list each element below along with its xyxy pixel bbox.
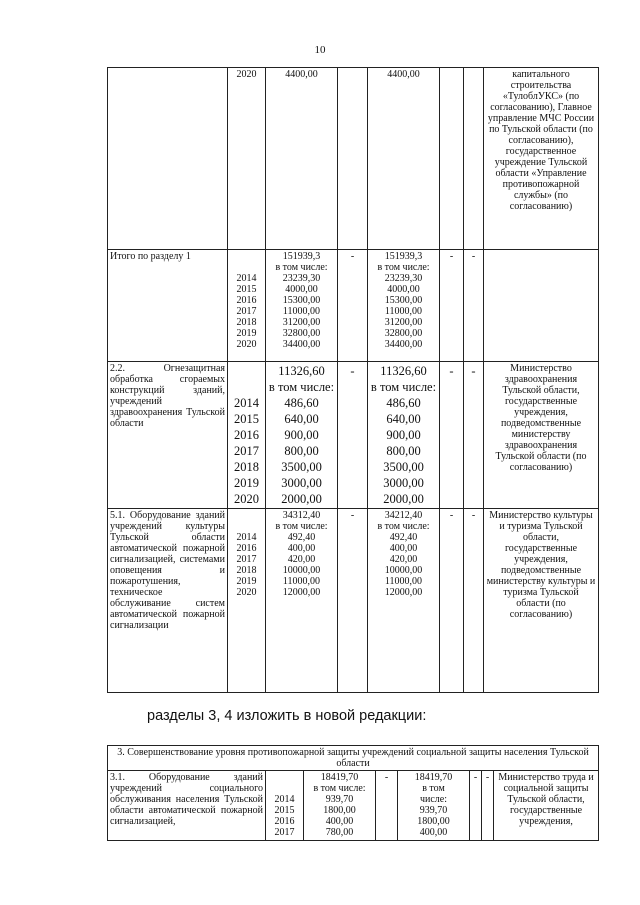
cell-line: в том числе: [275,262,328,273]
col5-cell [464,68,484,250]
cell-line: числе: [419,794,448,805]
col5-cell: - [464,509,484,693]
budget-cell [368,68,440,250]
responsible-cell: Министерство культуры и туризма Тульской области, государственные учреждения, подведомственные министерству культуры и туризма Тульской области (по согласованию) [484,509,599,693]
cell-line: 2015 [274,805,295,816]
cell-line: 400,00 [287,543,316,554]
cell-line: 492,40 [287,532,316,543]
cell-line: 11000,00 [282,576,321,587]
col5-cell: - [464,250,484,362]
cell-line: в том [422,783,445,794]
cell-line: в том числе: [268,380,335,394]
cell-line: 4000,00 [387,284,420,295]
cell-line: 2014 [274,794,295,805]
total-cell [266,250,338,362]
years-cell [266,771,304,841]
cell-line: 32800,00 [384,328,423,339]
name-cell: 2.2. Огнезащитная обработка сгораемых конструкций зданий, учреждений здравоохранения Тульской области [108,362,228,509]
cell-line: 1800,00 [417,816,450,827]
cell-line: 11326,60 [380,364,427,378]
cell-line: в том числе: [313,783,366,794]
cell-line: 900,00 [284,428,319,442]
cell-line: 4400,00 [285,69,318,80]
col4-cell: - [440,250,464,362]
cell-line: 2014 [234,396,259,410]
cell-line: 3500,00 [383,460,424,474]
cell-line: 2019 [236,576,257,587]
col2-cell: - [338,250,368,362]
cell-line: 2016 [274,816,295,827]
cell-line: 400,00 [389,543,418,554]
cell-line [230,521,263,532]
cell-line: в том числе: [377,521,430,532]
cell-line: 2000,00 [281,492,322,506]
cell-line: 2000,00 [383,492,424,506]
years-cell [228,362,266,509]
cell-line: 15300,00 [282,295,321,306]
table-row-3-1 [108,771,599,841]
col2-cell: - [376,771,398,841]
col4-cell [440,68,464,250]
cell-line: 2017 [274,827,295,838]
total-cell [266,509,338,693]
cell-line [230,363,263,379]
cell-line: 2020 [236,69,257,80]
budget-cell [368,250,440,362]
cell-line: 400,00 [419,827,448,838]
name-cell: 3.1. Оборудование зданий учреждений социального обслуживания населения Тульской области автоматической пожарной сигнализацией, [108,771,266,841]
cell-line: 4000,00 [285,284,318,295]
cell-line: 31200,00 [384,317,423,328]
budget-cell [368,509,440,693]
cell-line: 2017 [234,444,259,458]
cell-line: 1800,00 [323,805,356,816]
cell-line: 34212,40 [384,510,423,521]
program-table-lower [107,745,599,841]
table-row-section-total [108,250,599,362]
cell-line: 23239,30 [384,273,423,284]
cell-line: 939,70 [419,805,448,816]
col2-cell: - [338,362,368,509]
cell-line: 2020 [234,492,259,506]
cell-line: 151939,3 [282,251,321,262]
cell-line: 492,40 [389,532,418,543]
cell-line: 2020 [236,587,257,598]
cell-line: 3500,00 [281,460,322,474]
cell-line: 486,60 [284,396,319,410]
cell-line: 2015 [236,284,257,295]
cell-line [268,783,301,794]
name-cell: 5.1. Оборудование зданий учреждений культуры Тульской области автоматической пожарной сигнализацией, системами оповещения и пожаротушения, техническое обслуживание систем автоматической пожарной сигнализации [108,509,228,693]
cell-line: в том числе: [370,380,437,394]
cell-line [230,262,263,273]
cell-line: 3000,00 [383,476,424,490]
cell-line [230,251,263,262]
cell-line: 12000,00 [282,587,321,598]
cell-line: 640,00 [386,412,421,426]
budget-cell [368,362,440,509]
years-cell [228,250,266,362]
cell-line: 11000,00 [384,576,423,587]
program-table-upper [107,67,599,693]
cell-line: 2017 [236,554,257,565]
cell-line: 34312,40 [282,510,321,521]
name-cell [108,68,228,250]
cell-line: 2018 [236,565,257,576]
instruction-text: разделы 3, 4 изложить в новой редакции: [147,708,427,724]
cell-line: 800,00 [386,444,421,458]
cell-line: 2017 [236,306,257,317]
col2-cell [338,68,368,250]
cell-line: 31200,00 [282,317,321,328]
table-row-2-2 [108,362,599,509]
total-cell [304,771,376,841]
cell-line: 11326,60 [278,364,325,378]
cell-line: 939,70 [325,794,354,805]
cell-line: 18419,70 [320,772,359,783]
cell-line: 2014 [236,273,257,284]
years-cell [228,509,266,693]
cell-line: 640,00 [284,412,319,426]
cell-line: 800,00 [284,444,319,458]
budget-cell [398,771,470,841]
table-row-continued [108,68,599,250]
cell-line: 34400,00 [384,339,423,350]
cell-line: 2018 [236,317,257,328]
cell-line: 486,60 [386,396,421,410]
total-cell [266,68,338,250]
col4-cell: - [440,509,464,693]
cell-line: 2018 [234,460,259,474]
name-cell: Итого по разделу 1 [108,250,228,362]
cell-line [268,772,301,783]
cell-line: 400,00 [325,816,354,827]
responsible-cell: капитального строительства «ТулоблУКС» (по согласованию), Главное управление МЧС России по Тульской области (по согласованию), государственное учреждение Тульской области «Управление противопожарной службы» (по согласованию) [484,68,599,250]
cell-line: 34400,00 [282,339,321,350]
cell-line: 2019 [236,328,257,339]
cell-line: 780,00 [325,827,354,838]
page-number: 10 [314,44,326,56]
cell-line: 32800,00 [282,328,321,339]
cell-line: 12000,00 [384,587,423,598]
total-cell [266,362,338,509]
cell-line: в том числе: [377,262,430,273]
cell-line: 2016 [234,428,259,442]
cell-line: 151939,3 [384,251,423,262]
section3-heading: 3. Совершенствование уровня противопожарной защиты учреждений социальной защиты населения Тульской области [108,746,599,771]
responsible-cell: Министерство труда и социальной защиты Тульской области, государственные учреждения, [494,771,599,841]
col2-cell: - [338,509,368,693]
responsible-cell: Министерство здравоохранения Тульской области, государственные учреждения, подведомственные министерству здравоохранения Тульской области (по согласованию) [484,362,599,509]
cell-line: 900,00 [386,428,421,442]
cell-line: в том числе: [275,521,328,532]
cell-line: 420,00 [389,554,418,565]
cell-line: 4400,00 [387,69,420,80]
cell-line: 11000,00 [282,306,321,317]
cell-line: 23239,30 [282,273,321,284]
col4-cell: - [470,771,482,841]
cell-line: 10000,00 [384,565,423,576]
cell-line: 2016 [236,543,257,554]
responsible-cell [484,250,599,362]
cell-line: 10000,00 [282,565,321,576]
cell-line: 2015 [234,412,259,426]
col5-cell: - [482,771,494,841]
cell-line: 420,00 [287,554,316,565]
cell-line [230,379,263,395]
section3-heading-row [108,746,599,771]
cell-line: 11000,00 [384,306,423,317]
cell-line: 2016 [236,295,257,306]
cell-line [230,510,263,521]
cell-line: 2019 [234,476,259,490]
cell-line: 2014 [236,532,257,543]
cell-line: 18419,70 [414,772,453,783]
col4-cell: - [440,362,464,509]
table-row-5-1 [108,509,599,693]
cell-line: 15300,00 [384,295,423,306]
cell-line: 2020 [236,339,257,350]
cell-line: 3000,00 [281,476,322,490]
years-cell [228,68,266,250]
col5-cell: - [464,362,484,509]
